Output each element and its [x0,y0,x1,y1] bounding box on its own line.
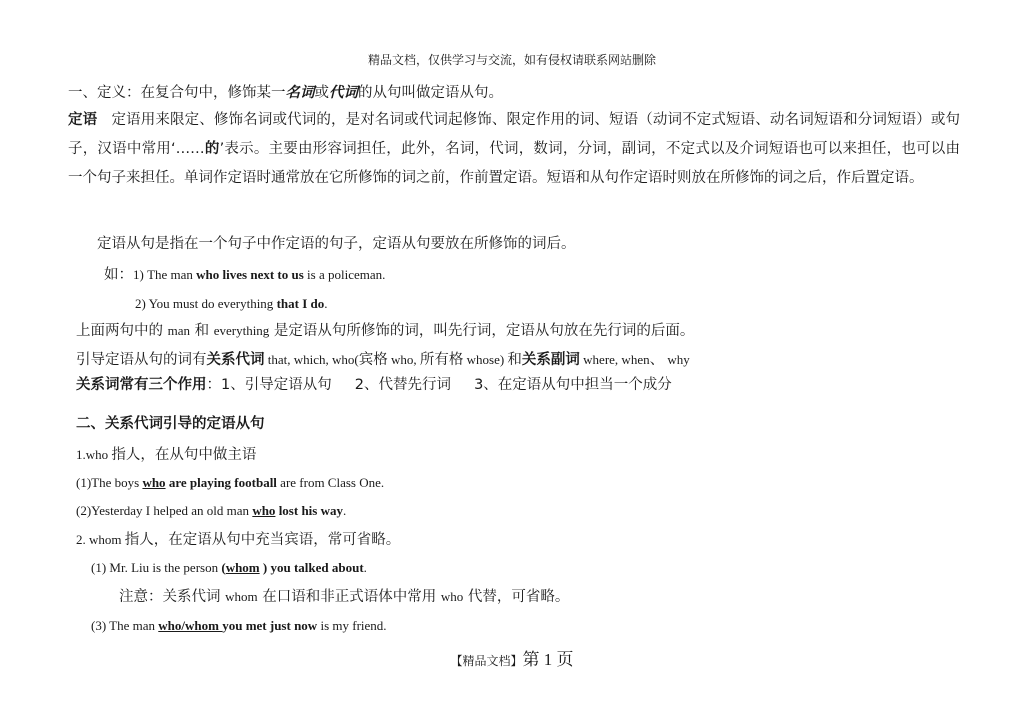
noun-term: 名词 [285,85,315,101]
sentence-1-who: who [142,475,166,490]
definition-line [68,86,503,101]
sentence-1 [76,476,384,489]
attribute-body-1: 定语用来限定、修饰名词或代词的，是对名词或代词起修饰、限定作用的词、短语（动词不定式短语、动名词短语和分词短语）或句子，汉语中常用‘…… [68,112,961,157]
sentence-4-who-whom: who/whom [158,618,223,633]
de-char: 的 [204,141,220,157]
note-b: 在口语和非正式语体中常用 [257,589,441,605]
example-2-c: . [324,296,328,311]
antecedent-everything: everything [213,323,270,338]
example-2-a: 2) You must do everything [135,296,277,311]
example-2 [135,295,328,311]
functions-colon: ： [206,377,221,393]
who-rule [76,446,256,463]
definition-suffix: 的从句叫做定语从句。 [358,85,503,101]
antecedent-2: 和 [190,323,214,339]
rel-7: 和 [507,352,522,368]
attribute-paragraph [68,106,960,193]
whom-rule [76,531,400,548]
rel-8: where, when [579,352,650,367]
rel-10: why [664,352,690,367]
section-2-title: 二、关系代词引导的定语从句 [76,416,265,432]
sentence-3-c: ) you talked about [259,560,364,575]
clause-definition: 定语从句是指在一个句子中作定语的句子，定语从句要放在所修饰的词后。 [97,236,576,252]
whom-rule-b: 指人，在定语从句中充当宾语，常可省略。 [124,532,401,548]
relative-words-line [76,351,690,368]
functions-line [76,378,672,393]
sentence-1-b: are playing football [165,475,277,490]
example-1-c: is a policeman. [303,267,386,282]
who-rule-b: 指人，在从句中做主语 [111,447,257,463]
footer-page-prefix: 第 [522,650,544,669]
attribute-body-2: ’表示。主要由形容词担任，此外，名词，代词，数词，分词，副词，不定式以及介词短语也可以来担任，也可以由一个句子来担任。单词作定语时通常放在它所修饰的词之前，作前置定语。短语和从句作定语时则放在所修饰的词之后，作后置定语。 [68,141,960,186]
sentence-2-c: . [342,503,347,518]
sentence-2 [76,504,346,517]
note-c: 代替，可省略。 [463,589,570,605]
antecedent-man: man [167,323,190,338]
rel-9: 、 [649,352,665,368]
sentence-1-a: (1)The boys [76,475,143,490]
page-footer [0,645,1024,670]
rel-5: 所有格 [419,352,464,368]
rel-1: 引导定语从句的词有 [76,352,207,368]
example-label: 如： [104,267,133,283]
example-2-clause: that I do [276,296,325,311]
sentence-3-a: (1) Mr. Liu is the person [91,560,222,575]
functions-title: 关系词常有三个作用 [76,377,207,393]
antecedent-1: 上面两句中的 [76,323,168,339]
sentence-4-c: is my friend. [317,618,387,633]
sentence-3-paren: ( [221,560,226,575]
page-header-notice: 精品文档，仅供学习与交流，如有侵权请联系网站删除 [367,53,656,67]
example-1-clause: who lives next to us [196,267,304,282]
sentence-2-b: lost his way [275,503,343,518]
function-1: 1、引导定语从句 [221,377,332,393]
function-3: 3、在定语从句中担当一个成分 [474,377,672,393]
pronoun-term: 代词 [329,85,358,101]
sentence-3-whom: whom [225,560,260,575]
definition-prefix: 一、定义：在复合句中，修饰某一 [68,85,286,101]
note-a: 注意：关系代词 [119,589,226,605]
note-who: who [440,589,464,604]
example-1-a: 1) The man [133,267,197,282]
rel-adverb: 关系副词 [521,352,580,368]
rel-pronoun: 关系代词 [206,352,265,368]
example-1 [104,266,385,283]
rel-4: who, [387,352,420,367]
sentence-2-a: (2)Yesterday I helped an old man [76,503,253,518]
who-rule-a: 1.who [76,447,112,462]
sentence-2-who: who [252,503,276,518]
antecedent-line [76,322,694,339]
antecedent-3: 是定语从句所修饰的词，叫先行词，定语从句放在先行词的后面。 [269,323,695,339]
sentence-1-c: are from Class One. [276,475,385,490]
attribute-title: 定语 [68,112,98,128]
note-line [119,588,569,605]
sentence-3-d: . [363,560,367,575]
whom-rule-a: 2. whom [76,532,125,547]
rel-2: that, which, who( [264,352,359,367]
sentence-4 [91,619,387,632]
note-whom: whom [225,589,258,604]
footer-page-number: 1 [543,650,553,669]
sentence-3 [91,561,367,574]
rel-6: whose) [463,352,508,367]
or-word: 或 [314,85,329,101]
sentence-4-b: you met just now [222,618,318,633]
footer-page-suffix: 页 [552,650,574,669]
function-2: 2、代替先行词 [354,377,452,393]
sentence-4-a: (3) The man [91,618,159,633]
rel-3: 宾格 [358,352,388,368]
footer-label: 【精品文档】 [450,654,523,668]
